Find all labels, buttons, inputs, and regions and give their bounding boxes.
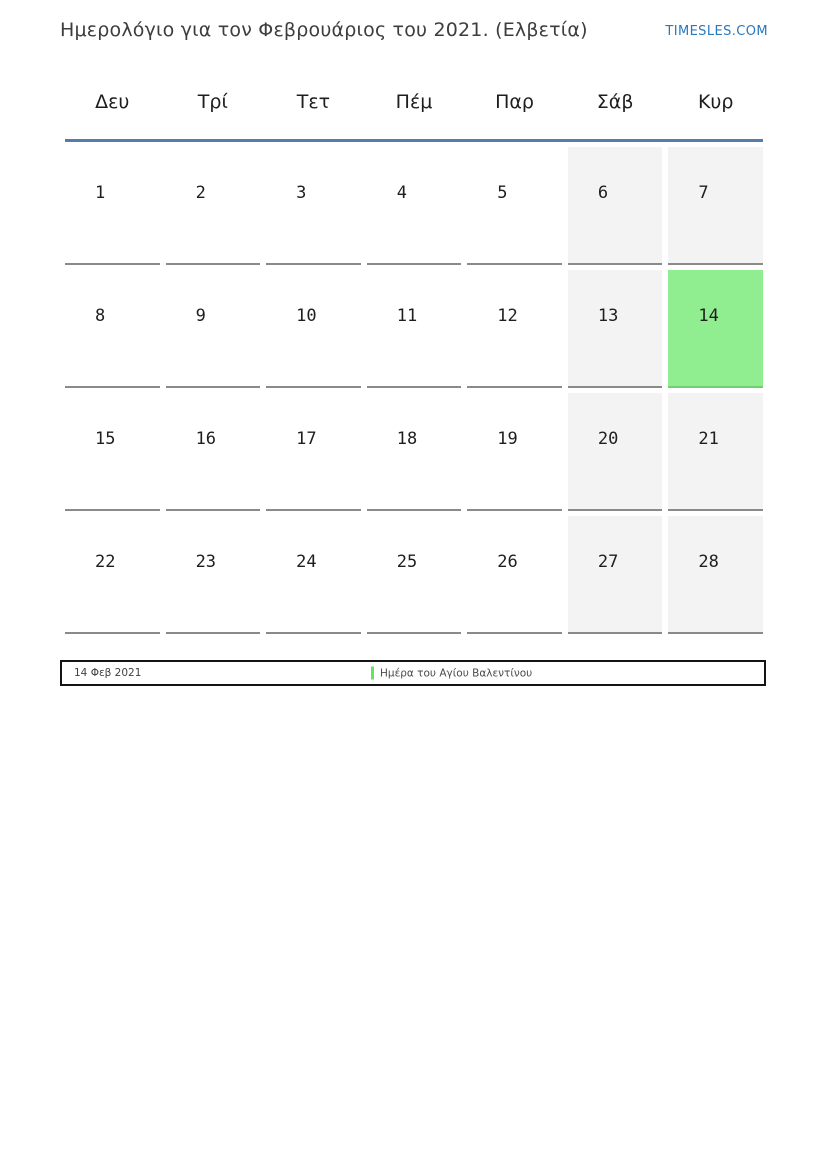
legend-event: [371, 667, 532, 680]
day-cell-16: 16: [166, 393, 261, 511]
day-cell-2: 2: [166, 147, 261, 265]
day-cell-9: 9: [166, 270, 261, 388]
legend-box: [60, 660, 766, 686]
day-cell-25: 25: [367, 516, 462, 634]
day-cell-17: 17: [266, 393, 361, 511]
day-cell-10: 10: [266, 270, 361, 388]
day-cell-28: 28: [668, 516, 763, 634]
weekday-header-tue: Τρί: [197, 91, 228, 113]
day-cell-6: 6: [568, 147, 663, 265]
weekday-header-mon: Δευ: [95, 91, 130, 113]
brand-link[interactable]: TIMESLES.COM: [665, 24, 768, 39]
weekday-header-sat: Σάβ: [596, 91, 634, 113]
weekday-header-row: [65, 91, 763, 113]
holiday-marker-icon: [371, 667, 374, 680]
weekday-header-sun: Κυρ: [697, 91, 734, 113]
day-cell-3: 3: [266, 147, 361, 265]
day-cell-24: 24: [266, 516, 361, 634]
day-cell-1: 1: [65, 147, 160, 265]
day-cell-18: 18: [367, 393, 462, 511]
weekday-header-thu: Πέμ: [395, 91, 433, 113]
day-cell-7: 7: [668, 147, 763, 265]
weekday-header-fri: Παρ: [495, 91, 534, 113]
day-cell-4: 4: [367, 147, 462, 265]
day-cell-15: 15: [65, 393, 160, 511]
day-cell-5: 5: [467, 147, 562, 265]
day-cell-12: 12: [467, 270, 562, 388]
page-title: Ημερολόγιο για τον Φεβρουάριος του 2021. (Ελβετία): [60, 19, 588, 41]
day-cell-8: 8: [65, 270, 160, 388]
day-cell-19: 19: [467, 393, 562, 511]
legend-date: 14 Φεβ 2021: [74, 667, 142, 679]
day-cell-11: 11: [367, 270, 462, 388]
day-cell-27: 27: [568, 516, 663, 634]
day-cell-26: 26: [467, 516, 562, 634]
day-cell-21: 21: [668, 393, 763, 511]
calendar-grid: [65, 147, 763, 634]
day-cell-13: 13: [568, 270, 663, 388]
header-divider: [65, 139, 763, 142]
day-cell-23: 23: [166, 516, 261, 634]
day-cell-22: 22: [65, 516, 160, 634]
day-cell-14: 14: [668, 270, 763, 388]
day-cell-20: 20: [568, 393, 663, 511]
weekday-header-wed: Τετ: [296, 91, 331, 113]
legend-event-label: Ημέρα του Αγίου Βαλεντίνου: [380, 667, 533, 679]
